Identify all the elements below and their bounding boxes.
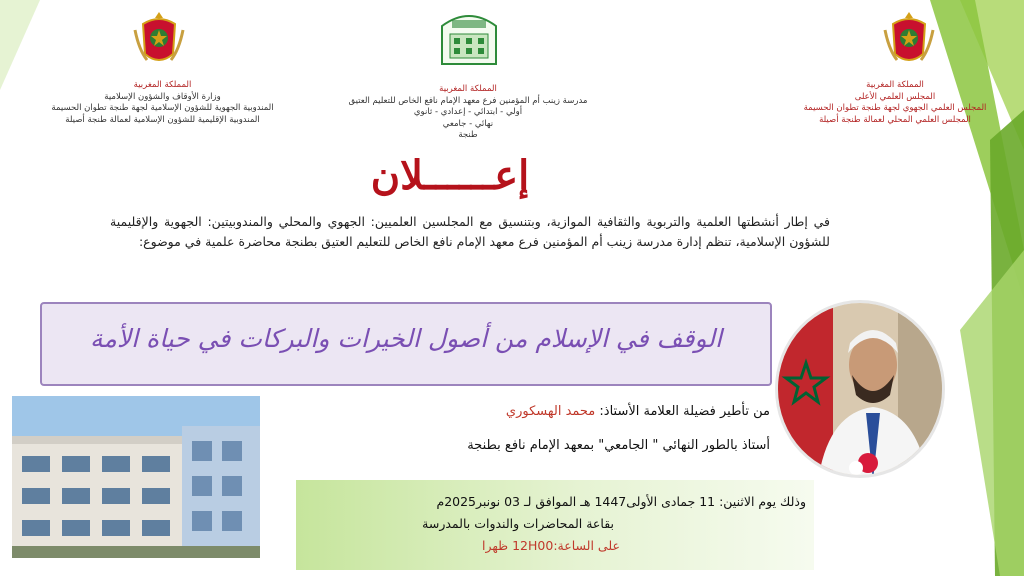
lecture-topic: الوقف في الإسلام من أصول الخيرات والبركات في حياة الأمة bbox=[90, 324, 722, 353]
moroccan-coat-of-arms-left bbox=[133, 10, 185, 68]
event-date: وذلك يوم الاثنين: 11 جمادى الأولى1447 هـ الموافق لـ 03 نونبر2025م bbox=[436, 494, 806, 509]
header-left bbox=[20, 80, 305, 126]
header-center bbox=[318, 84, 618, 142]
moroccan-coat-of-arms-right bbox=[883, 10, 935, 68]
speaker-name: محمد الهسكوري bbox=[505, 404, 596, 419]
lecture-topic-box bbox=[40, 302, 772, 386]
header-center-line3: أولي - ابتدائي - إعدادي - ثانوي bbox=[413, 107, 523, 117]
header-left-line4: المندوبية الإقليمية للشؤون الإسلامية لعمالة طنجة أصيلة bbox=[65, 114, 260, 125]
header-center-line4: نهائي - جامعي bbox=[442, 118, 494, 129]
header-right bbox=[770, 80, 1020, 126]
header-right-line2: المجلس العلمي الأعلى bbox=[854, 91, 936, 102]
header-right-line3: المجلس العلمي الجهوي لجهة طنجة تطوان الحسيمة bbox=[803, 103, 987, 113]
event-info-box bbox=[296, 480, 814, 570]
intro-paragraph: في إطار أنشطتها العلمية والتربوية والثقافية الموازية، وبتنسيق مع المجلسين العلميين: الجهوي والمحلي والمندوبيتين: الجهوية والإقليمية للشؤون الإسلامية، تنظم إدارة مدرسة زينب أم المؤمنين فرع معهد الإمام نافع الخاص للتعليم العتيق بطنجة محاضرة علمية في موضوع: bbox=[110, 214, 830, 249]
school-logo bbox=[436, 8, 502, 70]
header-left-line3: المندوبية الجهوية للشؤون الإسلامية لجهة طنجة تطوان الحسيمة bbox=[51, 103, 274, 113]
header-center-line5: طنجة bbox=[458, 130, 478, 140]
announcement-title: إعــــــلان bbox=[370, 152, 530, 199]
speaker-line bbox=[300, 404, 770, 419]
speaker-role: أستاذ بالطور النهائي " الجامعي" بمعهد الإمام نافع بطنجة bbox=[467, 438, 770, 453]
header-right-line4: المجلس العلمي المحلي لعمالة طنجة أصيلة bbox=[819, 114, 971, 125]
speaker-photo bbox=[775, 300, 945, 478]
school-building-photo bbox=[12, 396, 260, 558]
header-right-line1: المملكة المغربية bbox=[866, 80, 924, 90]
event-venue: بقاعة المحاضرات والندوات بالمدرسة bbox=[422, 516, 614, 531]
header-center-line1: المملكة المغربية bbox=[439, 84, 497, 94]
header-center-line2: مدرسة زينب أم المؤمنين فرع معهد الإمام نافع الخاص للتعليم العتيق bbox=[348, 95, 588, 106]
header-left-line2: وزارة الأوقاف والشؤون الإسلامية bbox=[104, 91, 221, 102]
speaker-prefix: من تأطير فضيلة العلامة الأستاذ: bbox=[595, 404, 770, 419]
event-time: على الساعة:12H00 ظهرا bbox=[482, 538, 620, 553]
header-left-line1: المملكة المغربية bbox=[133, 80, 192, 90]
